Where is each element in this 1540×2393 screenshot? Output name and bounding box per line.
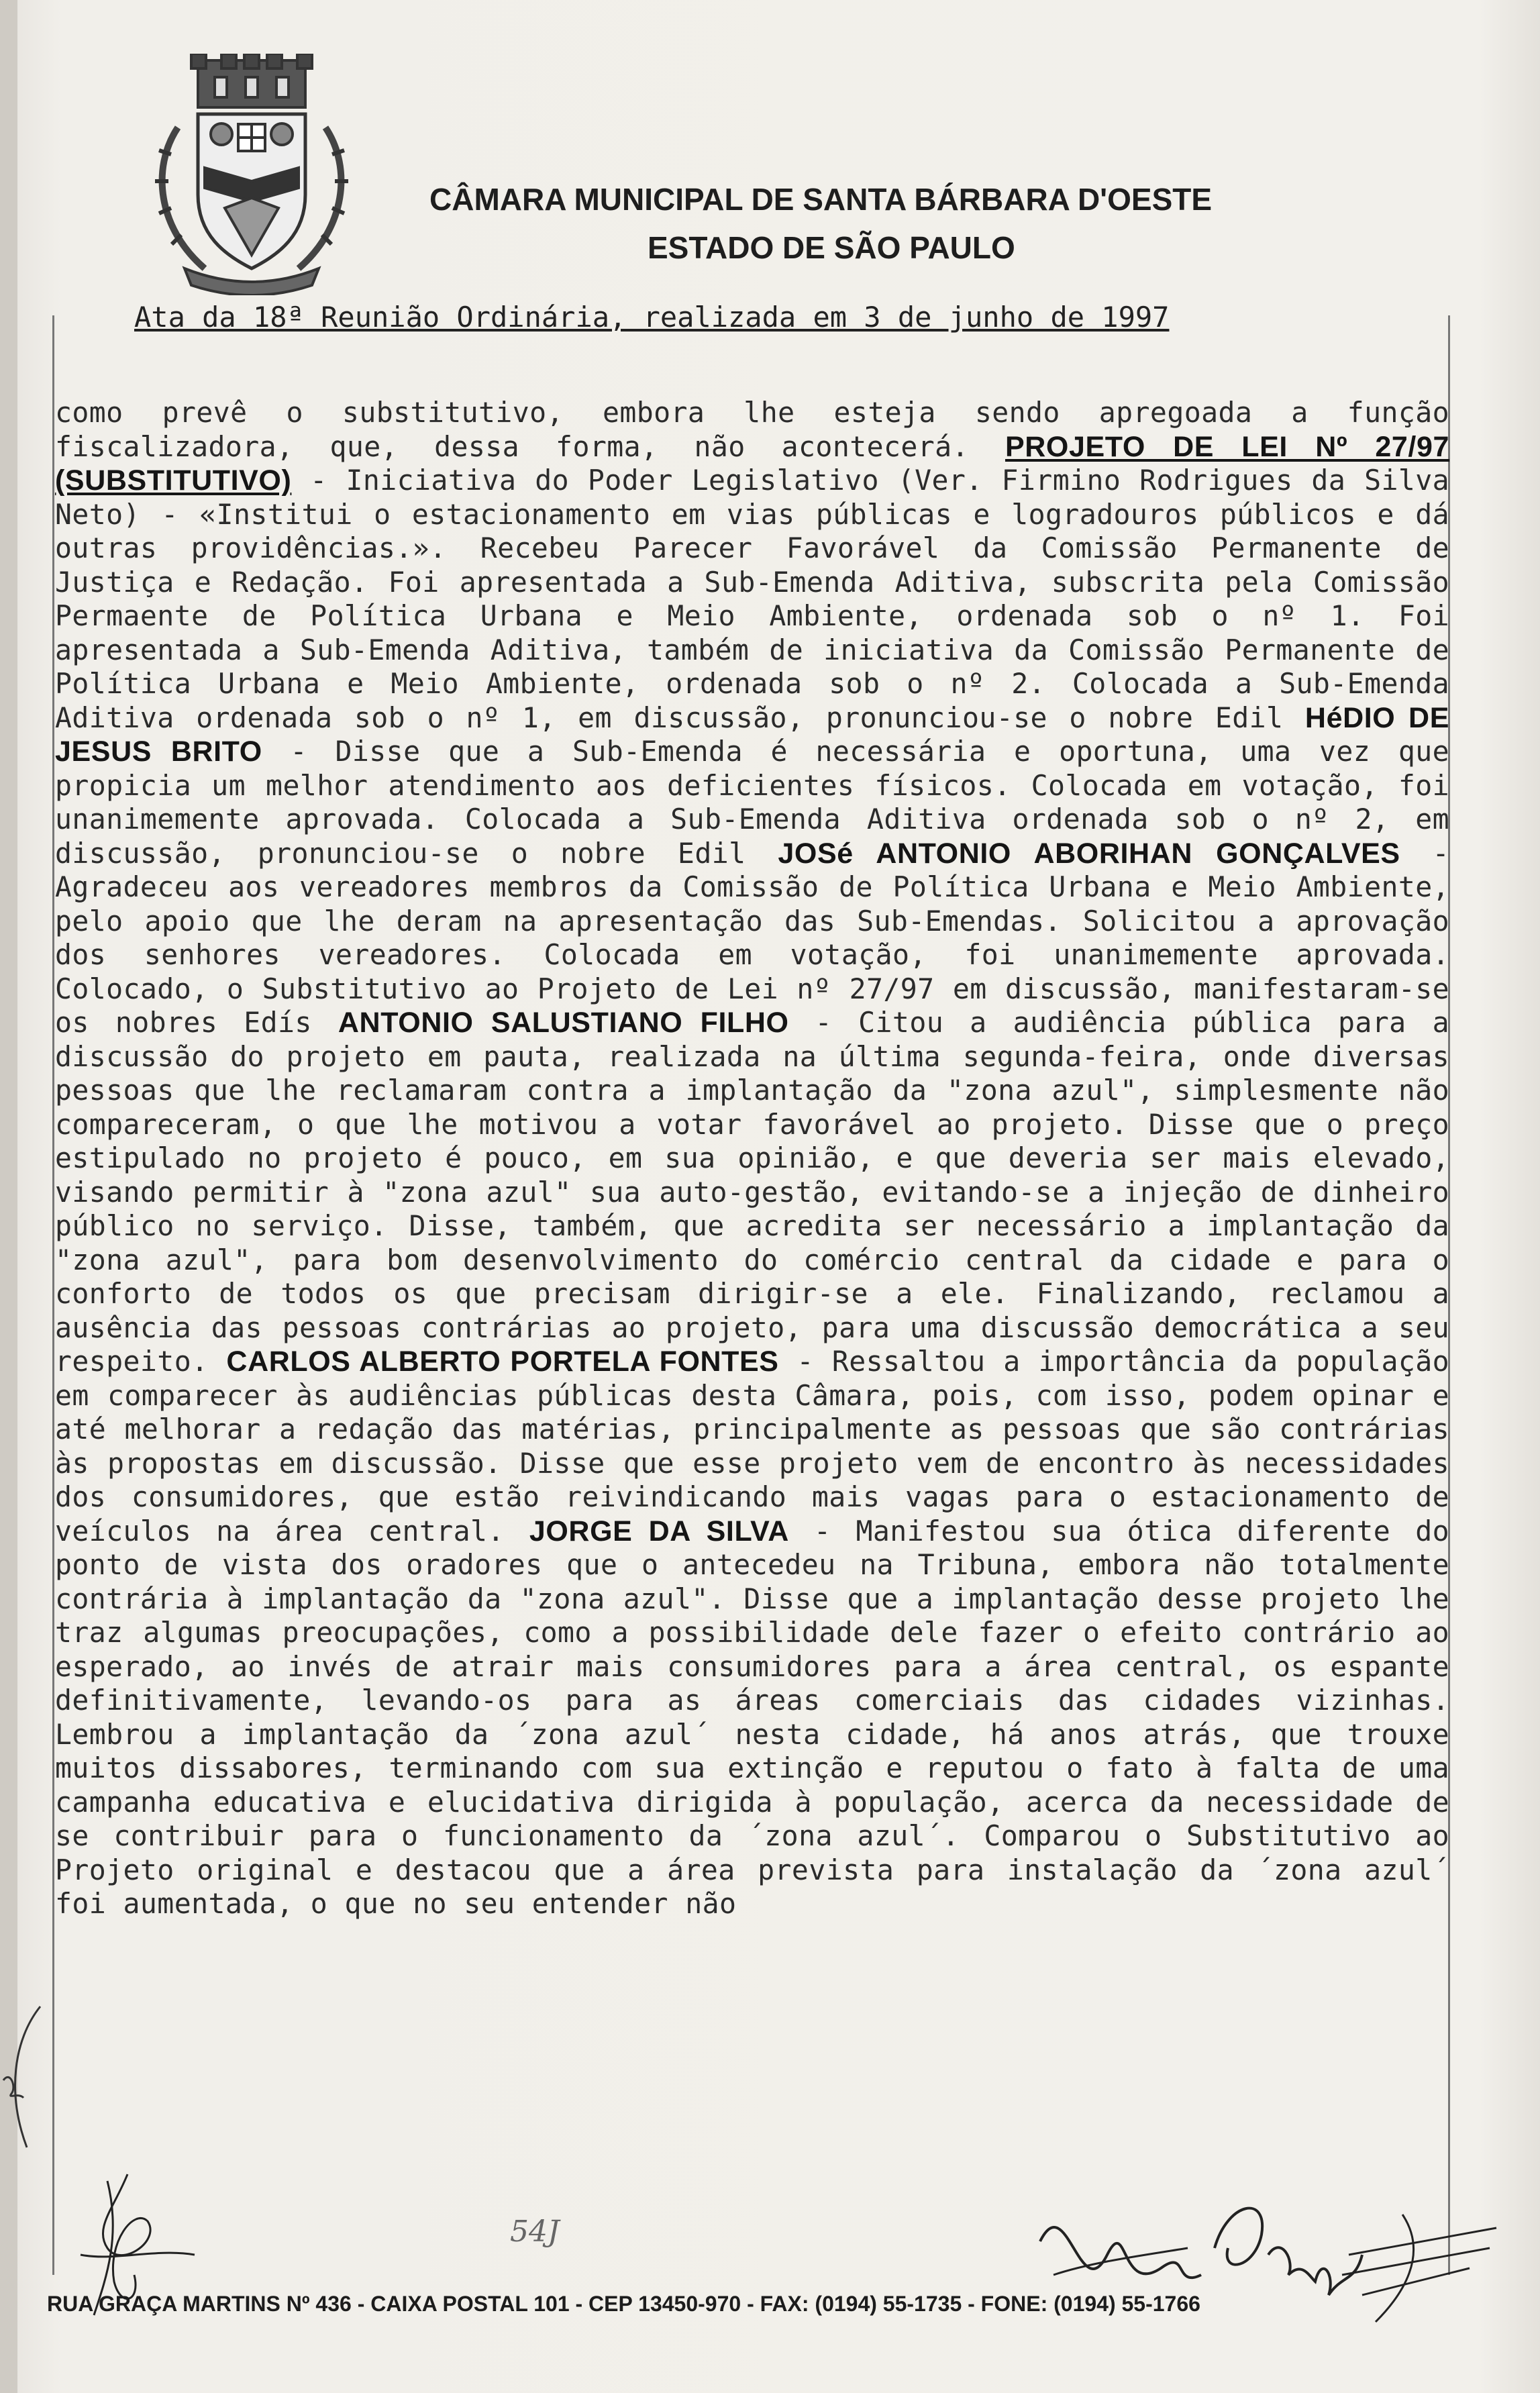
org-name: CÂMARA MUNICIPAL DE SANTA BÁRBARA D'OESTE <box>429 182 1213 217</box>
councillor-name: JOSé ANTONIO ABORIHAN GONÇALVES <box>778 837 1400 870</box>
councillor-name: HéDIO DE JESUS BRITO <box>55 701 1449 768</box>
margin-initials <box>0 2000 54 2174</box>
body-text-segment: - Citou a audiência pública para a discussão do projeto em pauta, realizada na última segunda-feira, onde diversas pessoas que lhe reclamaram contra a implantação da "zona azul", simplesmente não compareceram, o que lhe motivou a votar favorável ao projeto. Disse que o preço estipulado no projeto é pouco, em sua opinião, e que deveria ser mais elevado, visando permitir à "zona azul" sua auto-gestão, evitando-se a injeção de dinheiro público no serviço. Disse, também, que acredita ser necessário a implantação da "zona azul", para bom desenvolvimento do comércio central da cidade e para o conforto de todos os que precisam dirigir-se a ele. Finalizando, reclamou a ausência das pessoas contrárias ao projeto, para uma discussão democrática a seu respeito. <box>55 1006 1450 1378</box>
bill-heading: PROJETO DE LEI Nº 27/97 (SUBSTITUTIVO) <box>55 430 1449 497</box>
footer-address: RUA GRAÇA MARTINS Nº 436 - CAIXA POSTAL 101 - CEP 13450-970 - FAX: (0194) 55-1735 - FONE: (0194) 55-1766 <box>47 2292 1200 2316</box>
minutes-title: Ata da 18ª Reunião Ordinária, realizada em 3 de junho de 1997 <box>134 301 1170 334</box>
body-text-segment: - Iniciativa do Poder Legislativo (Ver. Firmino Rodrigues da Silva Neto) - «Institui o estacionamento em vias públicas e logradouros públicos e dá outras providências.». Recebeu Parecer Favorável da Comissão Permanente de Justiça e Redação. Foi apresentada a Sub-Emenda Aditiva, subscrita pela Comissão Permaente de Política Urbana e Meio Ambiente, ordenada sob o nº 1. Foi apresentada a Sub-Emenda Aditiva, também de iniciativa da Comissão Permanente de Política Urbana e Meio Ambiente, ordenada sob o nº 2. Colocada a Sub-Emenda Aditiva ordenada sob o nº 1, em discussão, pronunciou-se o nobre Edil <box>55 464 1449 734</box>
municipal-coat-of-arms <box>151 54 352 295</box>
body-text-segment: como prevê o substitutivo, embora lhe esteja sendo apregoada a função fiscalizadora, que, dessa forma, não acontecerá. <box>55 396 1449 463</box>
body-text-segment: - Agradeceu aos vereadores membros da Comissão de Política Urbana e Meio Ambiente, pelo apoio que lhe deram na apresentação das Sub-Emendas. Solicitou a aprovação dos senhores vereadores. Colocada em votação, foi unanimemente aprovada. Colocado, o Substitutivo ao Projeto de Lei nº 27/97 em discussão, manifestaram-se os nobres Edís <box>55 836 1449 1039</box>
body-text-segment: - Manifestou sua ótica diferente do ponto de vista dos oradores que o antecedeu na Tribuna, embora não totalmente contrária à implantação da "zona azul". Disse que a implantação desse projeto lhe traz algumas preocupações, como a possibilidade dele fazer o efeito contrário ao esperado, ao invés de atrair mais consumidores para a área central, os espante definitivamente, levando-os para as áreas comerciais das cidades vizinhas. Lembrou a implantação da ´zona azul´ nesta cidade, há anos atrás, que trouxe muitos dissabores, terminando com sua extinção e reputou o fato à falta de uma campanha educativa e elucidativa dirigida à população, acerca da necessidade de se contribuir para o funcionamento da ´zona azul´. Comparou o Substitutivo ao Projeto original e destacou que a área prevista para instalação da ´zona azul´ foi aumentada, o que no seu entender não <box>55 1514 1449 1920</box>
body-text-segment: - Disse que a Sub-Emenda é necessária e oportuna, uma vez que propicia um melhor atendimento aos deficientes físicos. Colocada em votação, foi unanimemente aprovada. Colocada a Sub-Emenda Aditiva ordenada sob o nº 2, em discussão, pronunciou-se o nobre Edil <box>55 735 1449 870</box>
left-margin-rule <box>52 315 54 2275</box>
councillor-name: JORGE DA SILVA <box>529 1515 789 1547</box>
state-name: ESTADO DE SÃO PAULO <box>648 230 1015 265</box>
handwritten-page-number: 54J <box>510 2214 560 2249</box>
councillor-name: ANTONIO SALUSTIANO FILHO <box>338 1007 789 1039</box>
councillor-name: CARLOS ALBERTO PORTELA FONTES <box>226 1345 779 1378</box>
minutes-body <box>55 396 1449 2181</box>
body-text-segment: - Ressaltou a importância da população em comparecer às audiências públicas desta Câmara, pois, com isso, podem opinar e até melhorar a redação das matérias, principalmente as pessoas que são contrárias às propostas em discussão. Disse que esse projeto vem de encontro às necessidades dos consumidores, que estão reivindicando mais vagas para o estacionamento de veículos na área central. <box>55 1345 1449 1547</box>
